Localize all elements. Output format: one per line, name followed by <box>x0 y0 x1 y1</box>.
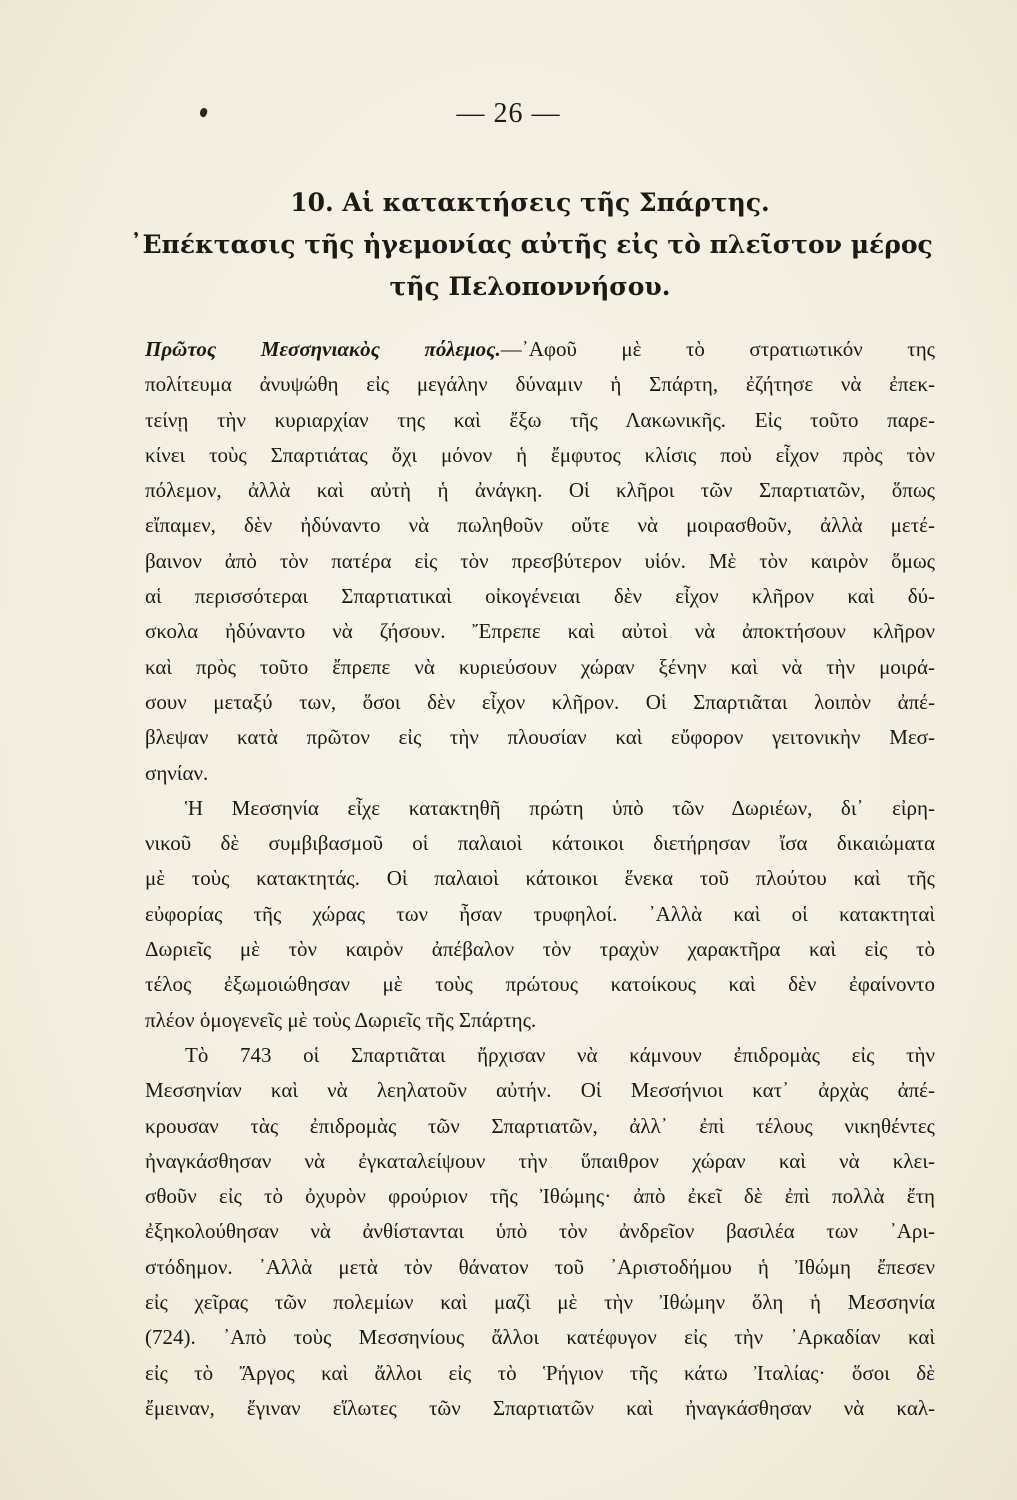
heading-line-3: τῆς Πελοποννήσου. <box>389 272 671 301</box>
text-line: κίνει τοὺς Σπαρτιάτας ὄχι μόνον ἡ ἔμφυτος κλίσις ποὺ εἶχον πρὸς τὸν <box>145 442 935 467</box>
text-line: στόδημον. ᾿Αλλὰ μετὰ τὸν θάνατον τοῦ ᾿Αριστοδήμου ἡ Ἰθώμη ἔπεσεν <box>145 1254 935 1279</box>
text-line: ἔμειναν, ἔγιναν εἵλωτες τῶν Σπαρτιατῶν καὶ ἠναγκάσθησαν νὰ καλ- <box>145 1395 935 1420</box>
page-number: — 26 — <box>456 98 561 129</box>
text-line: (724). ᾿Απὸ τοὺς Μεσσηνίους ἄλλοι κατέφυγον εἰς τὴν ᾿Αρκαδίαν καὶ <box>145 1325 935 1350</box>
text-line: Ἡ Μεσσηνία εἶχε κατακτηθῆ πρώτη ὑπὸ τῶν Δωριέων, δι᾿ εἰρη- <box>185 795 935 820</box>
text-line: αἱ περισσότεραι Σπαρτιατικαὶ οἰκογένειαι δὲν εἶχον κλῆρον καὶ δύ- <box>145 584 935 609</box>
text-line: ἐξηκολούθησαν νὰ ἀνθίστανται ὑπὸ τὸν ἀνδρεῖον βασιλέα των ᾿Αρι- <box>145 1219 935 1244</box>
text-line: πολίτευμα ἀνυψώθη εἰς μεγάλην δύναμιν ἡ Σπάρτη, ἐζήτησε νὰ ἐπεκ- <box>145 372 935 397</box>
text-line: σουν μεταξύ των, ὅσοι δὲν εἶχον κλῆρον. Οἱ Σπαρτιᾶται λοιπὸν ἀπέ- <box>145 689 935 714</box>
text-line: Πρῶτος Μεσσηνιακὸς πόλεμος.—᾿Αφοῦ μὲ τὸ στρατιωτικόν της <box>145 337 935 361</box>
chapter-heading <box>130 182 933 308</box>
text-line: βαινον ἀπὸ τὸν πατέρα εἰς τὸν πρεσβύτερον υἱόν. Μὲ τὸν καιρὸν ὅμως <box>145 548 935 573</box>
text-line: σηνίαν. <box>145 760 209 785</box>
text-line: εἰς τὸ Ἄργος καὶ ἄλλοι εἰς τὸ Ῥήγιον τῆς κάτω Ἰταλίας· ὅσοι δὲ <box>145 1360 935 1385</box>
text-line: σκολα ἠδύναντο νὰ ζήσουν. Ἔπρεπε καὶ αὐτοὶ νὰ ἀποκτήσουν κλῆρον <box>145 619 935 644</box>
text-line: νικοῦ δὲ συμβιβασμοῦ οἱ παλαιοὶ κάτοικοι διετήρησαν ἴσα δικαιώματα <box>145 831 935 856</box>
text-line: μὲ τοὺς κατακτητάς. Οἱ παλαιοὶ κάτοικοι ἕνεκα τοῦ πλούτου καὶ τῆς <box>145 866 935 891</box>
text-line: σθοῦν εἰς τὸ ὀχυρὸν φρούριον τῆς Ἰθώμης· ἀπὸ ἐκεῖ δὲ ἐπὶ πολλὰ ἔτη <box>145 1184 935 1209</box>
text-line: εἴπαμεν, δὲν ἠδύναντο νὰ πωληθοῦν οὔτε νὰ μοιρασθοῦν, ἀλλὰ μετέ- <box>145 513 935 538</box>
text-line: τέλος ἐξωμοιώθησαν μὲ τοὺς πρώτους κατοίκους καὶ δὲν ἐφαίνοντο <box>145 972 935 997</box>
text-line: πλέον ὁμογενεῖς μὲ τοὺς Δωριεῖς τῆς Σπάρτης. <box>145 1007 537 1032</box>
text-line: Τὸ 743 οἱ Σπαρτιᾶται ἤρχισαν νὰ κάμνουν ἐπιδρομὰς εἰς τὴν <box>185 1042 935 1067</box>
body-text <box>145 332 935 1426</box>
heading-line-1: 10. Αἱ κατακτήσεις τῆς Σπάρτης. <box>290 188 770 217</box>
heading-line-2: ᾿Επέκτασις τῆς ἡγεμονίας αὐτῆς εἰς τὸ πλεῖστον μέρος <box>130 230 933 259</box>
text-line: βλεψαν κατὰ πρῶτον εἰς τὴν πλουσίαν καὶ εὔφορον γειτονικὴν Μεσ- <box>145 725 935 750</box>
text-line: καὶ πρὸς τοῦτο ἔπρεπε νὰ κυριεύσουν χώραν ξένην καὶ νὰ τὴν μοιρά- <box>145 654 935 679</box>
text-line: Μεσσηνίαν καὶ νὰ λεηλατοῦν αὐτήν. Οἱ Μεσσήνιοι κατ᾿ ἀρχὰς ἀπέ- <box>145 1078 935 1103</box>
text-line: κρουσαν τὰς ἐπιδρομὰς τῶν Σπαρτιατῶν, ἀλλ᾿ ἐπὶ τέλους νικηθέντες <box>145 1113 935 1138</box>
text-line: πόλεμον, ἀλλὰ καὶ αὐτὴ ἡ ἀνάγκη. Οἱ κλῆροι τῶν Σπαρτιατῶν, ὅπως <box>145 478 935 503</box>
text-line: ἠναγκάσθησαν νὰ ἐγκαταλείψουν τὴν ὕπαιθρον χώραν καὶ νὰ κλει- <box>145 1148 935 1173</box>
text-line: τείνῃ τὴν κυριαρχίαν της καὶ ἔξω τῆς Λακωνικῆς. Εἰς τοῦτο παρε- <box>145 407 935 432</box>
text-line: Δωριεῖς μὲ τὸν καιρὸν ἀπέβαλον τὸν τραχὺν χαρακτῆρα καὶ εἰς τὸ <box>145 937 935 962</box>
text-line: εἰς χεῖρας τῶν πολεμίων καὶ μαζὶ μὲ τὴν Ἰθώμην ὅλη ἡ Μεσσηνία <box>145 1290 935 1315</box>
section-title: Πρῶτος Μεσσηνιακὸς πόλεμος. <box>145 337 501 361</box>
text-line: εὐφορίας τῆς χώρας των ἦσαν τρυφηλοί. ᾿Αλλὰ καὶ οἱ κατακτηταὶ <box>145 901 935 926</box>
